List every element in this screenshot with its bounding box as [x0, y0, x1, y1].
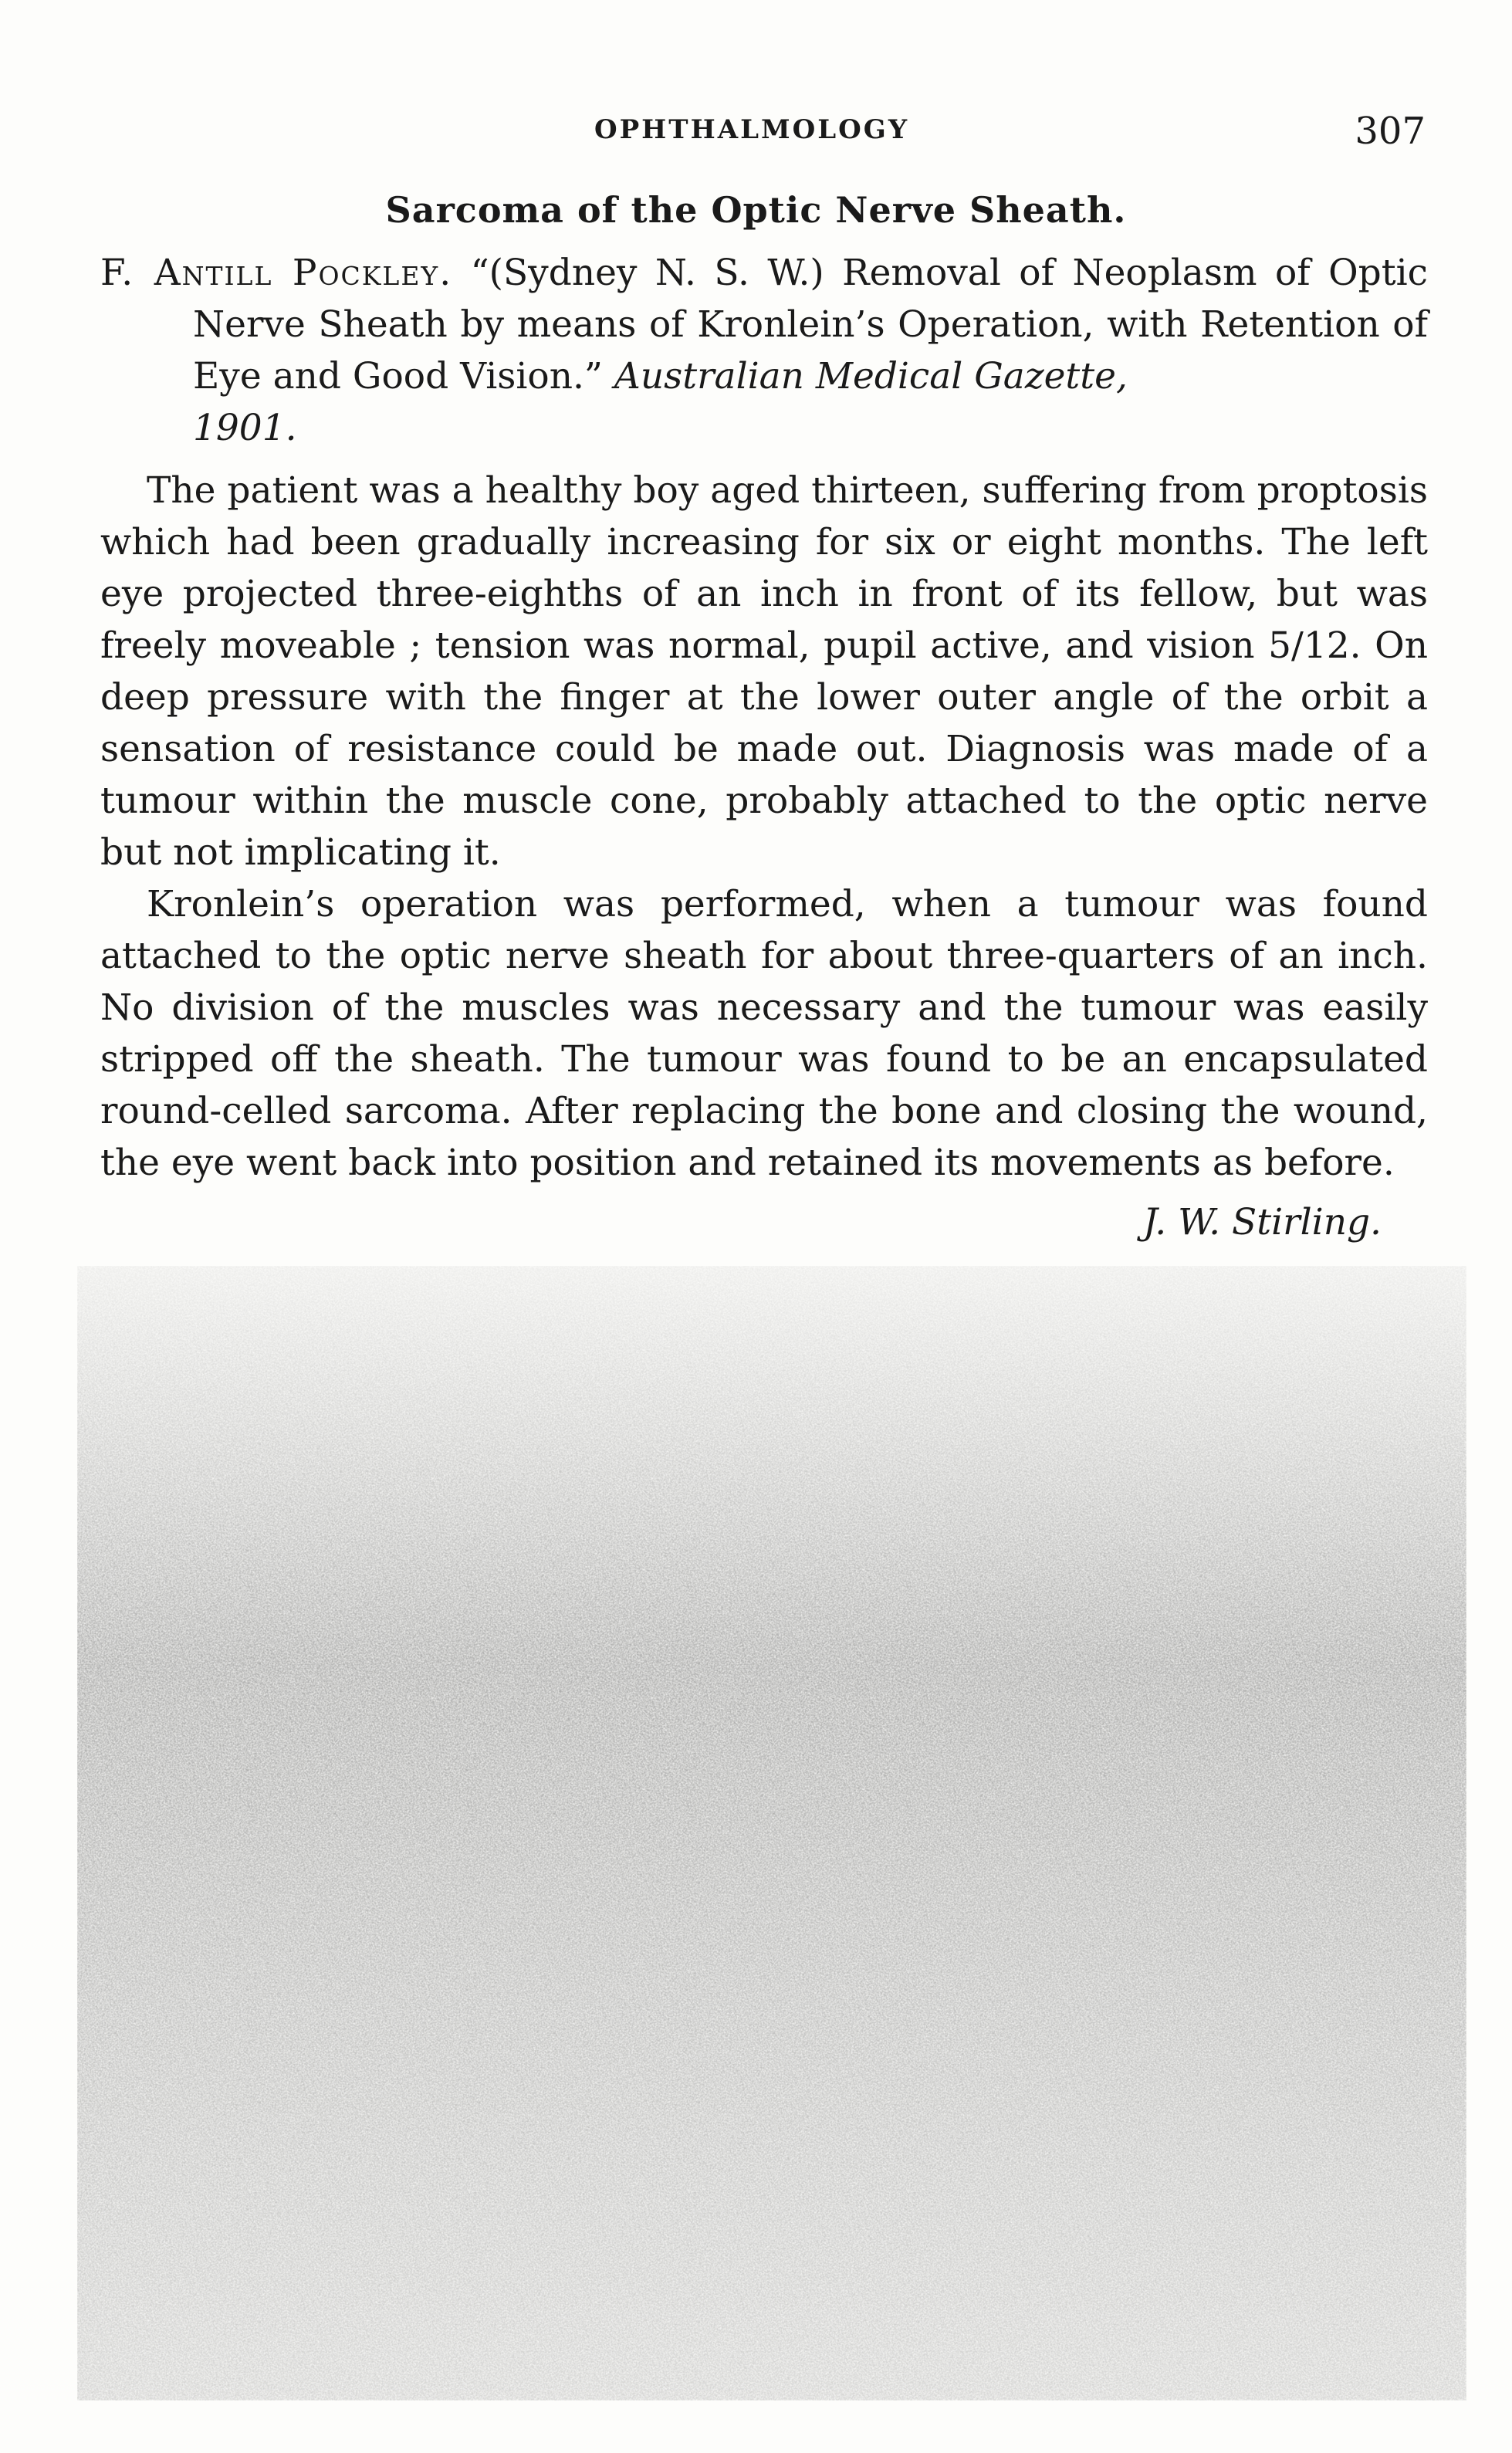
paragraph: The patient was a healthy boy aged thirteen, suffering from proptosis which had been gradually increasing for six or eight months. The left eye projected three-eighths of an inch in front of its fellow, but was freely moveable ; tension was normal, pupil active, and vision 5/12. On deep pressure with the finger at the lower outer angle of the orbit a sensation of resistance could be made out. Diagnosis was made of a tumour within the muscle cone, probably attached to the optic nerve but not implicating it.	[100, 469, 1428, 874]
signature: J. W. Stirling.	[1143, 1201, 1382, 1243]
citation	[100, 247, 1428, 454]
page-number: 307	[1355, 110, 1426, 153]
citation-journal: Australian Medical Gazette,	[614, 355, 1128, 398]
citation-year: 1901.	[193, 407, 297, 449]
section-heading: Sarcoma of the Optic Nerve Sheath.	[385, 189, 1127, 231]
paragraph: Kronlein’s operation was performed, when a tumour was found attached to the optic nerve sheath for about three-quarters of an inch. No division of the muscles was necessary and the tumour was easily stripped off the sheath. The tumour was found to be an encapsulated round-celled sarcoma. After replacing the bone and closing the wound, the eye went back into position and retained its movements as before.	[100, 883, 1428, 1184]
running-title: OPHTHALMOLOGY	[594, 114, 910, 145]
citation-author: F. Antill Pockley.	[100, 252, 453, 294]
scan-noise-texture	[77, 1266, 1466, 2401]
citation-reference: “(Sydney N. S. W.) Removal of Neoplasm of Optic Nerve Sheath by means of Kronlein’s Operation, with Retention of Eye and Good Vision.”	[193, 252, 1428, 398]
article-body	[100, 247, 1428, 1248]
running-head	[0, 110, 1512, 161]
